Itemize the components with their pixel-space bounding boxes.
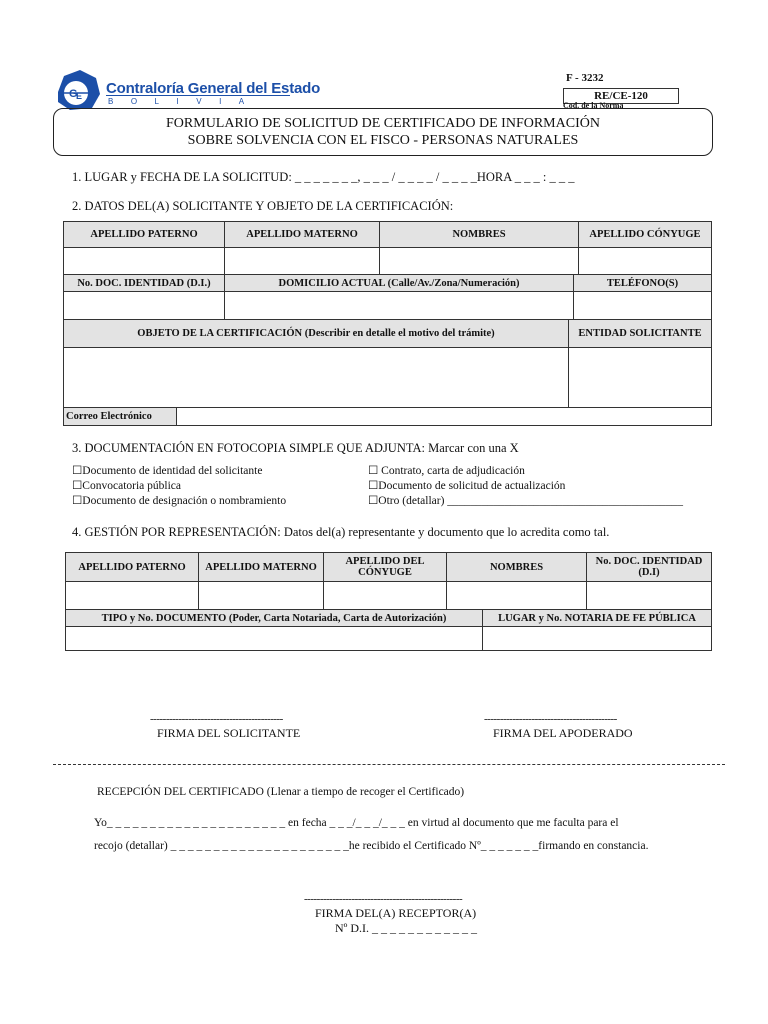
col-objeto: OBJETO DE LA CERTIFICACIÓN (Describir en detalle el motivo del trámite) [64, 320, 569, 348]
reception-title: RECEPCIÓN DEL CERTIFICADO (Llenar a tiempo de recoger el Certificado) [97, 786, 465, 798]
section-4-heading: 4. GESTIÓN POR REPRESENTACIÓN: Datos del(a) representante y documento que lo acredita como tal. [72, 525, 610, 539]
section-1-place-date[interactable]: 1. LUGAR y FECHA DE LA SOLICITUD: _ _ _ _ _ _ _, _ _ _ / _ _ _ _ / _ _ _ _HORA _ _ _ : _ _ _ [72, 170, 575, 184]
applicant-table [63, 221, 712, 275]
rep-col-tipo-documento: TIPO y No. DOCUMENTO (Poder, Carta Notariada, Carta de Autorización) [66, 610, 483, 627]
col-correo: Correo Electrónico [64, 408, 177, 426]
email-table [63, 407, 712, 426]
title-line-2: SOBRE SOLVENCIA CON EL FISCO - PERSONAS NATURALES [187, 133, 579, 148]
section-3-heading: 3. DOCUMENTACIÓN EN FOTOCOPIA SIMPLE QUE ADJUNTA: Marcar con una X [72, 441, 519, 455]
signature-receptor: FIRMA DEL(A) RECEPTOR(A) [315, 906, 477, 920]
col-apellido-paterno: APELLIDO PATERNO [64, 222, 225, 248]
norm-code: RE/CE-120 [594, 90, 648, 102]
rep-input-nombres[interactable] [447, 582, 587, 610]
institution-logo-icon [50, 66, 104, 114]
col-entidad: ENTIDAD SOLICITANTE [569, 320, 712, 348]
title-line-1: FORMULARIO DE SOLICITUD DE CERTIFICADO DE INFORMACIÓN [166, 116, 600, 131]
input-domicilio[interactable] [225, 292, 574, 320]
checkbox-contrato[interactable]: ☐ Contrato, carta de adjudicación [368, 465, 525, 477]
applicant-table-3 [63, 319, 712, 408]
cut-line-divider [53, 764, 725, 765]
rep-col-notaria: LUGAR y No. NOTARIA DE FE PÚBLICA [483, 610, 712, 627]
logo-underline [106, 95, 290, 96]
applicant-table-2 [63, 274, 712, 320]
country-name: BOLIVIA [108, 97, 262, 106]
reception-line-1[interactable]: Yo_ _ _ _ _ _ _ _ _ _ _ _ _ _ _ _ _ _ _ _ _ en fecha _ _ _/_ _ _/_ _ _ en virtud al documento que me faculta para el [94, 817, 619, 829]
signature-line-apoderado: ------------------------------------------ [484, 713, 617, 725]
input-apellido-conyuge[interactable] [579, 248, 712, 275]
rep-input-paterno[interactable] [66, 582, 199, 610]
rep-col-paterno: APELLIDO PATERNO [66, 553, 199, 582]
org-name: Contraloría General del Estado [106, 80, 321, 97]
signature-solicitante: FIRMA DEL SOLICITANTE [157, 726, 301, 740]
input-objeto[interactable] [64, 348, 569, 408]
col-apellido-conyuge: APELLIDO CÓNYUGE [579, 222, 712, 248]
receptor-di[interactable]: Nº D.I. _ _ _ _ _ _ _ _ _ _ _ _ [335, 921, 478, 935]
input-doc-identidad[interactable] [64, 292, 225, 320]
norm-label: Cod. de la Norma [563, 101, 624, 109]
signature-apoderado: FIRMA DEL APODERADO [493, 726, 633, 740]
checkbox-otro[interactable]: ☐Otro (detallar) _________________________________________ [368, 495, 684, 507]
rep-col-materno: APELLIDO MATERNO [199, 553, 324, 582]
section-2-heading: 2. DATOS DEL(A) SOLICITANTE Y OBJETO DE LA CERTIFICACIÓN: [72, 199, 454, 213]
checkbox-designacion[interactable]: ☐Documento de designación o nombramiento [72, 495, 287, 507]
rep-col-nombres: NOMBRES [447, 553, 587, 582]
input-telefono[interactable] [574, 292, 712, 320]
svg-text:G: G [69, 88, 78, 100]
form-title [53, 108, 713, 156]
checkbox-convocatoria[interactable]: ☐Convocatoria pública [72, 480, 181, 492]
rep-input-tipo-documento[interactable] [66, 627, 483, 651]
signature-line-receptor: -------------------------------------------------- [304, 893, 463, 905]
svg-text:E: E [76, 91, 83, 101]
rep-input-notaria[interactable] [483, 627, 712, 651]
reception-line-2[interactable]: recojo (detallar) _ _ _ _ _ _ _ _ _ _ _ _ _ _ _ _ _ _ _ _ _he recibido el Certificado Nº_ _ _ _ _ _ _firmando en constancia. [94, 840, 649, 852]
input-apellido-paterno[interactable] [64, 248, 225, 275]
representative-table [65, 552, 712, 610]
col-telefono: TELÉFONO(S) [574, 275, 712, 292]
checkbox-actualizacion[interactable]: ☐Documento de solicitud de actualización [368, 480, 566, 492]
signature-line-solicitante: ------------------------------------------ [150, 713, 283, 725]
col-domicilio: DOMICILIO ACTUAL (Calle/Av./Zona/Numeración) [225, 275, 574, 292]
logo-emblem [50, 66, 104, 114]
form-code: F - 3232 [566, 72, 604, 84]
representative-doc-table [65, 609, 712, 651]
rep-col-conyuge: APELLIDO DEL CÓNYUGE [324, 553, 447, 582]
input-apellido-materno[interactable] [225, 248, 380, 275]
input-correo[interactable] [177, 408, 712, 426]
checkbox-identidad[interactable]: ☐Documento de identidad del solicitante [72, 465, 263, 477]
input-entidad[interactable] [569, 348, 712, 408]
rep-input-materno[interactable] [199, 582, 324, 610]
col-nombres: NOMBRES [380, 222, 579, 248]
col-apellido-materno: APELLIDO MATERNO [225, 222, 380, 248]
rep-col-doc: No. DOC. IDENTIDAD (D.I) [587, 553, 712, 582]
rep-input-doc[interactable] [587, 582, 712, 610]
input-nombres[interactable] [380, 248, 579, 275]
rep-input-conyuge[interactable] [324, 582, 447, 610]
col-doc-identidad: No. DOC. IDENTIDAD (D.I.) [64, 275, 225, 292]
